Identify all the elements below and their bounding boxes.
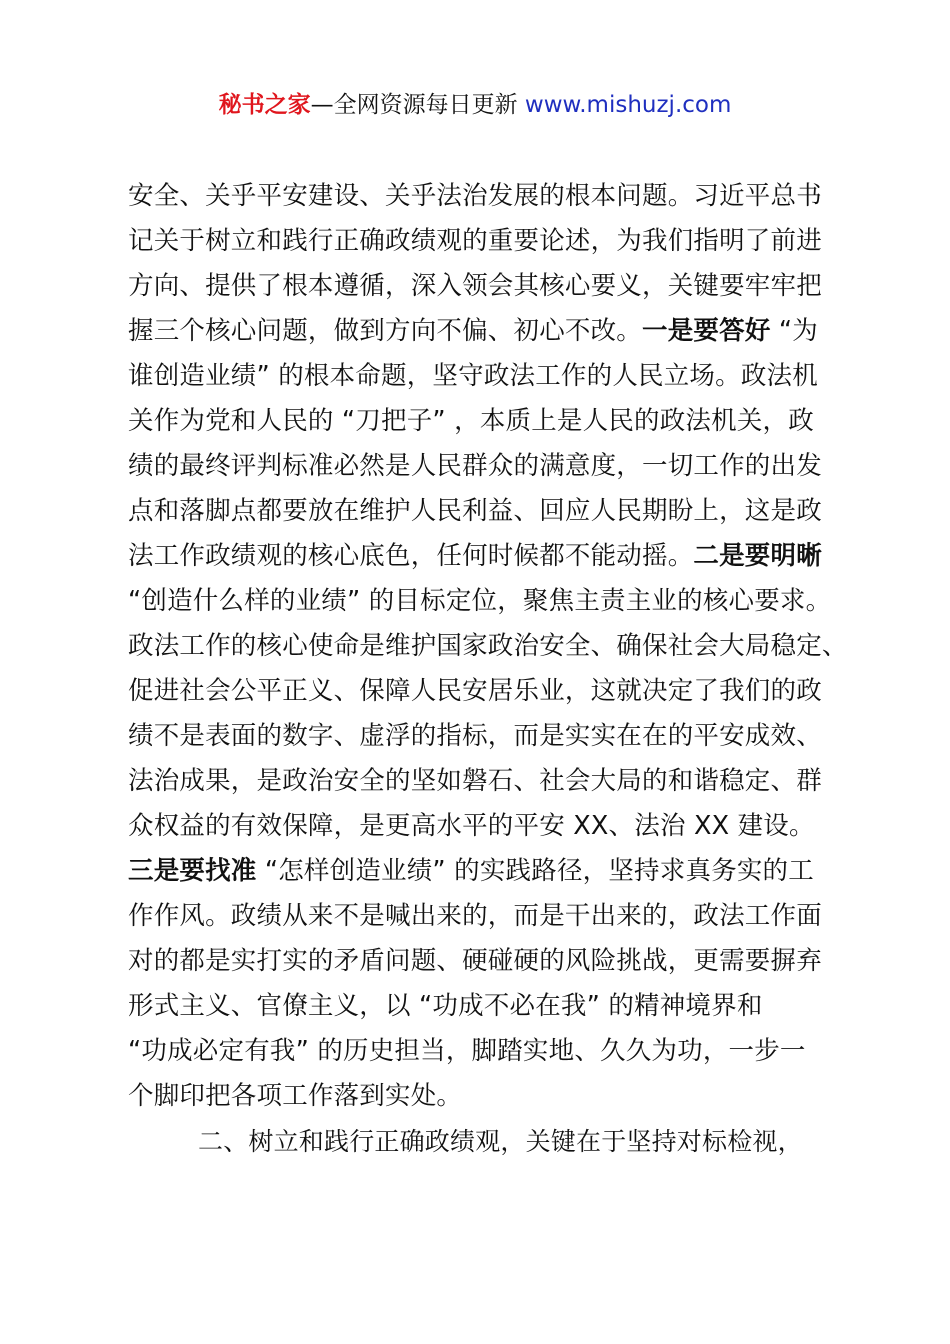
text-segment: 绩的最终评判标准必然是人民群众的满意度，一切工作的出发 [128, 451, 822, 481]
text-segment: “功成必定有我” 的历史担当，脚踏实地、久久为功，一步一 [128, 1036, 806, 1066]
emphasis-text: 二是要明晰 [693, 541, 822, 571]
text-line [128, 534, 848, 579]
text-segment: 点和落脚点都要放在维护人民利益、回应人民期盼上，这是政 [128, 496, 822, 526]
text-line [128, 399, 848, 444]
text-segment: 法工作政绩观的核心底色，任何时候都不能动摇。 [128, 541, 694, 571]
text-segment: 政法工作的核心使命是维护国家政治安全、确保社会大局稳定、 [128, 631, 848, 661]
document-body [128, 174, 848, 1164]
text-segment: 形式主义、官僚主义，以 “功成不必在我” 的精神境界和 [128, 991, 763, 1021]
text-line [128, 489, 848, 534]
text-line [128, 1074, 848, 1119]
text-line [128, 984, 848, 1029]
text-line [128, 444, 848, 489]
text-segment: 关作为党和人民的 “刀把子” ，本质上是人民的政法机关，政 [128, 406, 814, 436]
website-link[interactable]: www.mishuzj.com [524, 92, 732, 118]
site-header [0, 88, 950, 122]
text-line [128, 759, 848, 804]
text-segment: 安全、关乎平安建设、关乎法治发展的根本问题。习近平总书 [128, 181, 822, 211]
text-line [128, 804, 848, 849]
text-segment: 法治成果，是政治安全的坚如磐石、社会大局的和谐稳定、群 [128, 766, 822, 796]
text-segment: 对的都是实打实的矛盾问题、硬碰硬的风险挑战，更需要摒弃 [128, 946, 822, 976]
text-line [128, 624, 848, 669]
text-segment: “为 [770, 316, 818, 346]
text-segment: “创造什么样的业绩” 的目标定位，聚焦主责主业的核心要求。 [128, 586, 832, 616]
text-line [128, 669, 848, 714]
text-line [128, 264, 848, 309]
text-segment: “怎样创造业绩” 的实践路径，坚持求真务实的工 [256, 856, 814, 886]
text-line [128, 309, 848, 354]
text-line [128, 939, 848, 984]
text-line [128, 849, 848, 894]
text-segment: 个脚印把各项工作落到实处。 [128, 1081, 463, 1111]
text-segment: 记关于树立和践行正确政绩观的重要论述，为我们指明了前进 [128, 226, 822, 256]
text-segment: 握三个核心问题，做到方向不偏、初心不改。 [128, 316, 643, 346]
text-segment: 作作风。政绩从来不是喊出来的，而是干出来的，政法工作面 [128, 901, 822, 931]
section-heading-line [128, 1119, 848, 1164]
text-segment: 绩不是表面的数字、虚浮的指标，而是实实在在的平安成效、 [128, 721, 822, 751]
text-line [128, 1029, 848, 1074]
text-segment: 方向、提供了根本遵循，深入领会其核心要义，关键要牢牢把 [128, 271, 822, 301]
text-segment: 谁创造业绩” 的根本命题，坚守政法工作的人民立场。政法机 [128, 361, 818, 391]
text-line [128, 354, 848, 399]
emphasis-text: 一是要答好 [642, 316, 771, 346]
brand-name: 秘书之家 [218, 92, 311, 118]
text-line [128, 579, 848, 624]
emphasis-text: 三是要找准 [128, 856, 257, 886]
text-segment: 众权益的有效保障，是更高水平的平安 XX、法治 XX 建设。 [128, 811, 815, 841]
text-line [128, 174, 848, 219]
text-segment: 促进社会公平正义、保障人民安居乐业，这就决定了我们的政 [128, 676, 822, 706]
header-tagline: —全网资源每日更新 [310, 92, 525, 118]
text-line [128, 219, 848, 264]
text-line [128, 714, 848, 759]
text-segment: 二、树立和践行正确政绩观，关键在于坚持对标检视， [198, 1127, 803, 1156]
text-line [128, 894, 848, 939]
